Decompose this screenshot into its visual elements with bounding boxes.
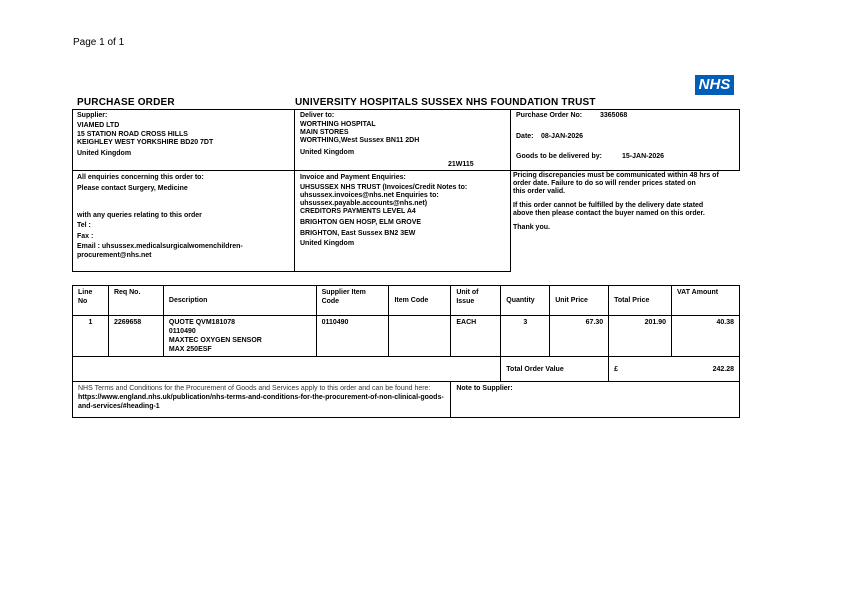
contact: Please contact Surgery, Medicine xyxy=(77,185,188,192)
delivery-by-label: Goods to be delivered by: xyxy=(516,153,602,160)
req-no: 2269658 xyxy=(108,316,163,357)
note-line: order date. Failure to do so will render prices stated on xyxy=(513,180,696,187)
po-number: 3365068 xyxy=(600,112,628,119)
supplier-address: KEIGHLEY WEST YORKSHIRE BD20 7DT xyxy=(77,139,214,146)
invoice-line: CREDITORS PAYMENTS LEVEL A4 xyxy=(300,208,416,215)
desc-line: MAX 250ESF xyxy=(168,346,212,353)
col-item-code: Item Code xyxy=(389,286,451,316)
order-info-box xyxy=(510,109,740,171)
terms-cell xyxy=(73,382,451,418)
total-price: 201.90 xyxy=(609,316,672,357)
col-vat: VAT Amount xyxy=(672,286,740,316)
supplier-address: 15 STATION ROAD CROSS HILLS xyxy=(77,131,188,138)
quantity: 3 xyxy=(501,316,550,357)
note-line: If this order cannot be fulfilled by the delivery date stated xyxy=(513,202,704,209)
date-label: Date: xyxy=(516,133,534,140)
unit-of-issue: EACH xyxy=(451,316,501,357)
invoice-line: uhsussex.payable.accounts@nhs.net) xyxy=(300,200,428,207)
desc-line: QUOTE QVM181078 xyxy=(168,319,236,326)
nhs-logo: NHS xyxy=(695,75,734,95)
currency: £ xyxy=(614,365,619,373)
supplier-label: Supplier: xyxy=(77,112,108,119)
table-row xyxy=(73,316,740,357)
total-label: Total Order Value xyxy=(501,357,609,382)
order-date: 08-JAN-2026 xyxy=(541,133,584,140)
total-cell xyxy=(609,357,740,382)
supplier-country: United Kingdom xyxy=(77,150,132,157)
deliver-line: WORTHING,West Sussex BN11 2DH xyxy=(300,137,420,144)
line-no: 1 xyxy=(73,316,109,357)
deliver-line: MAIN STORES xyxy=(300,129,349,136)
deliver-line: WORTHING HOSPITAL xyxy=(300,121,376,128)
terms-link[interactable]: https://www.england.nhs.uk/publication/nhs-terms-and-conditions-for-the-procurement-of-non-clinical-goods-and-services/#heading-1 xyxy=(78,394,444,410)
col-total-price: Total Price xyxy=(609,286,672,316)
unit-price: 67.30 xyxy=(550,316,609,357)
note-line: above then please contact the buyer named on this order. xyxy=(513,210,705,217)
invoice-line: United Kingdom xyxy=(300,240,355,247)
thank-you: Thank you. xyxy=(513,224,550,231)
vat-amount: 40.38 xyxy=(672,316,740,357)
deliver-label: Deliver to: xyxy=(300,112,335,119)
total-value: 242.28 xyxy=(712,365,734,373)
document-title: PURCHASE ORDER xyxy=(77,97,175,108)
note-line: Pricing discrepancies must be communicated within 48 hrs of xyxy=(513,172,719,179)
col-quantity: Quantity xyxy=(501,286,550,316)
email: Email : uhsussex.medicalsurgicalwomenchildren- xyxy=(77,243,243,250)
invoice-box xyxy=(294,170,511,272)
supplier-name: VIAMED LTD xyxy=(77,122,120,129)
po-label: Purchase Order No: xyxy=(516,112,583,119)
col-supplier-code: Supplier Item Code xyxy=(316,286,389,316)
item-code xyxy=(389,316,451,357)
supplier-box xyxy=(72,109,295,171)
page-label: Page 1 of 1 xyxy=(73,37,125,48)
email: procurement@nhs.net xyxy=(77,252,152,259)
note-to-supplier: Note to Supplier: xyxy=(451,382,740,418)
total-row xyxy=(73,357,740,382)
invoice-line: BRIGHTON, East Sussex BN2 3EW xyxy=(300,230,416,237)
col-req-no: Req No. xyxy=(108,286,163,316)
enquiries-box xyxy=(72,170,295,272)
deliver-code: 21W115 xyxy=(448,161,474,168)
fax: Fax : xyxy=(77,233,94,240)
invoice-label: Invoice and Payment Enquiries: xyxy=(300,174,406,181)
deliver-box xyxy=(294,109,511,171)
col-description: Description xyxy=(163,286,316,316)
invoice-line: uhsussex.invoices@nhs.net Enquiries to: xyxy=(300,192,439,199)
queries-text: with any queries relating to this order xyxy=(77,212,202,219)
table-header-row xyxy=(73,286,740,316)
enquiries-label: All enquiries concerning this order to: xyxy=(77,174,204,181)
invoice-line: UHSUSSEX NHS TRUST (Invoices/Credit Notes to: xyxy=(300,184,468,191)
desc-line: 0110490 xyxy=(168,328,196,335)
pricing-notes xyxy=(513,172,738,232)
desc-line: MAXTEC OXYGEN SENSOR xyxy=(168,337,262,344)
note-line: this order valid. xyxy=(513,188,566,195)
terms-text: NHS Terms and Conditions for the Procurement of Goods and Services apply to this order and can be found here: xyxy=(78,385,431,392)
invoice-line: BRIGHTON GEN HOSP, ELM GROVE xyxy=(300,219,422,226)
col-unit: Unit of Issue xyxy=(451,286,501,316)
description xyxy=(163,316,316,357)
col-unit-price: Unit Price xyxy=(550,286,609,316)
tel: Tel : xyxy=(77,222,91,229)
supplier-code: 0110490 xyxy=(316,316,389,357)
empty-cell xyxy=(73,357,501,382)
deliver-line: United Kingdom xyxy=(300,149,355,156)
order-lines-table xyxy=(72,285,740,418)
col-line-no: Line No xyxy=(73,286,109,316)
terms-row xyxy=(73,382,740,418)
trust-name: UNIVERSITY HOSPITALS SUSSEX NHS FOUNDATION TRUST xyxy=(295,97,596,108)
delivery-by-date: 15-JAN-2026 xyxy=(622,153,665,160)
